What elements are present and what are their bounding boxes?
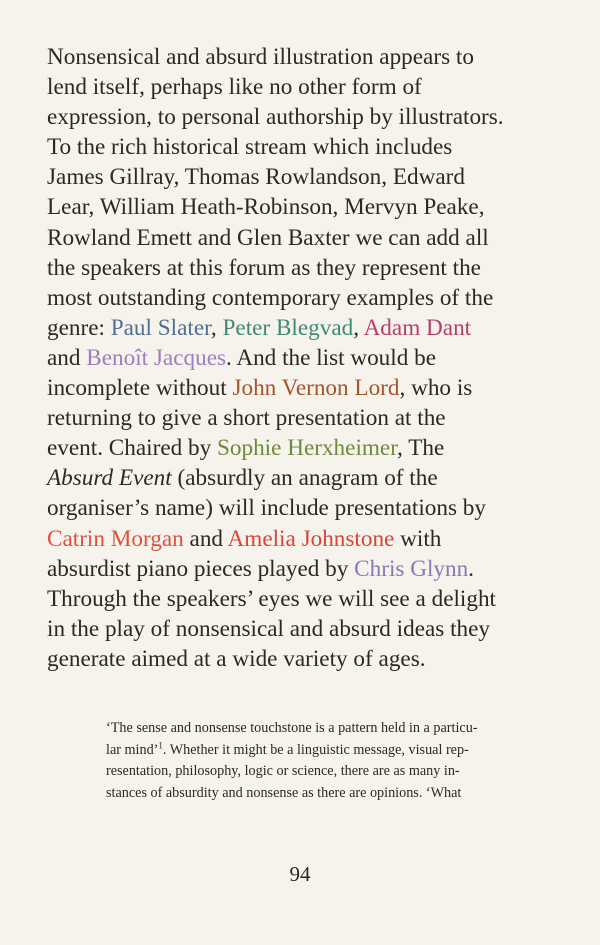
text-line: Lear, William Heath-Robinson, Mervyn Peake,: [47, 194, 485, 221]
text-line: [47, 463, 567, 493]
text-fragment: event. Chaired by: [47, 435, 217, 462]
text-line: stances of absurdity and nonsense as there are opinions. ‘What: [106, 784, 462, 801]
text-fragment: absurdist piano pieces played by: [47, 555, 355, 582]
text-fragment: lar mind’: [106, 741, 159, 758]
name-chris-glynn: Chris Glynn: [354, 555, 469, 582]
text-fragment: , who is: [399, 375, 473, 402]
text-fragment: . Whether it might be a linguistic message, visual rep-: [162, 741, 469, 758]
text-line: ‘The sense and nonsense touchstone is a pattern held in a particu-: [106, 720, 478, 736]
main-paragraph: [47, 42, 567, 674]
text-line: in the play of nonsensical and absurd ideas they: [47, 615, 491, 642]
name-catrin-morgan: Catrin Morgan: [47, 525, 184, 552]
text-line: organiser’s name) will include presentations by: [47, 495, 486, 522]
name-peter-blegvad: Peter Blegvad: [222, 314, 354, 341]
text-fragment: incomplete without: [47, 375, 233, 402]
text-fragment: genre:: [47, 314, 111, 341]
text-fragment: with: [394, 525, 442, 552]
text-line: [47, 313, 567, 343]
name-amelia-johnstone: Amelia Johnstone: [227, 525, 395, 552]
text-fragment: ,: [353, 314, 364, 341]
text-line: most outstanding contemporary examples of the: [47, 284, 494, 311]
text-line: [47, 373, 567, 403]
text-line: James Gillray, Thomas Rowlandson, Edward: [47, 164, 465, 191]
text-fragment: , The: [397, 435, 445, 462]
text-line: [47, 524, 567, 554]
text-fragment: and: [47, 344, 87, 371]
text-fragment: . And the list would be: [226, 344, 436, 371]
text-line: [47, 343, 567, 373]
event-title: Absurd Event: [47, 465, 172, 492]
quote-paragraph: [106, 718, 566, 804]
text-fragment: and: [183, 525, 228, 552]
text-line: returning to give a short presentation at the: [47, 405, 446, 432]
text-line: [47, 433, 567, 463]
text-line: resentation, philosophy, logic or science, there are as many in-: [106, 763, 460, 779]
text-line: [47, 554, 567, 584]
name-paul-slater: Paul Slater: [110, 314, 211, 341]
footnote-marker[interactable]: 1: [158, 739, 163, 750]
text-fragment: .: [468, 555, 474, 582]
text-line: expression, to personal authorship by illustrators.: [47, 104, 504, 131]
text-line: Through the speakers’ eyes we will see a delight: [47, 585, 496, 612]
text-line: Nonsensical and absurd illustration appears to: [47, 44, 474, 70]
text-line: [106, 740, 566, 762]
text-line: lend itself, perhaps like no other form of: [47, 74, 422, 101]
text-line: To the rich historical stream which includes: [47, 134, 453, 161]
page-number: 94: [289, 862, 311, 886]
name-benoit-jacques: Benoît Jacques: [86, 344, 227, 371]
text-line: the speakers at this forum as they represent the: [47, 254, 481, 281]
text-line: generate aimed at a wide variety of ages.: [47, 645, 426, 672]
text-line: Rowland Emett and Glen Baxter we can add all: [47, 224, 489, 251]
text-fragment: ,: [210, 314, 223, 341]
name-sophie-herxheimer: Sophie Herxheimer: [217, 435, 398, 462]
name-john-vernon-lord: John Vernon Lord: [232, 375, 400, 402]
text-fragment: (absurdly an anagram of the: [171, 465, 438, 492]
name-adam-dant: Adam Dant: [363, 314, 472, 341]
